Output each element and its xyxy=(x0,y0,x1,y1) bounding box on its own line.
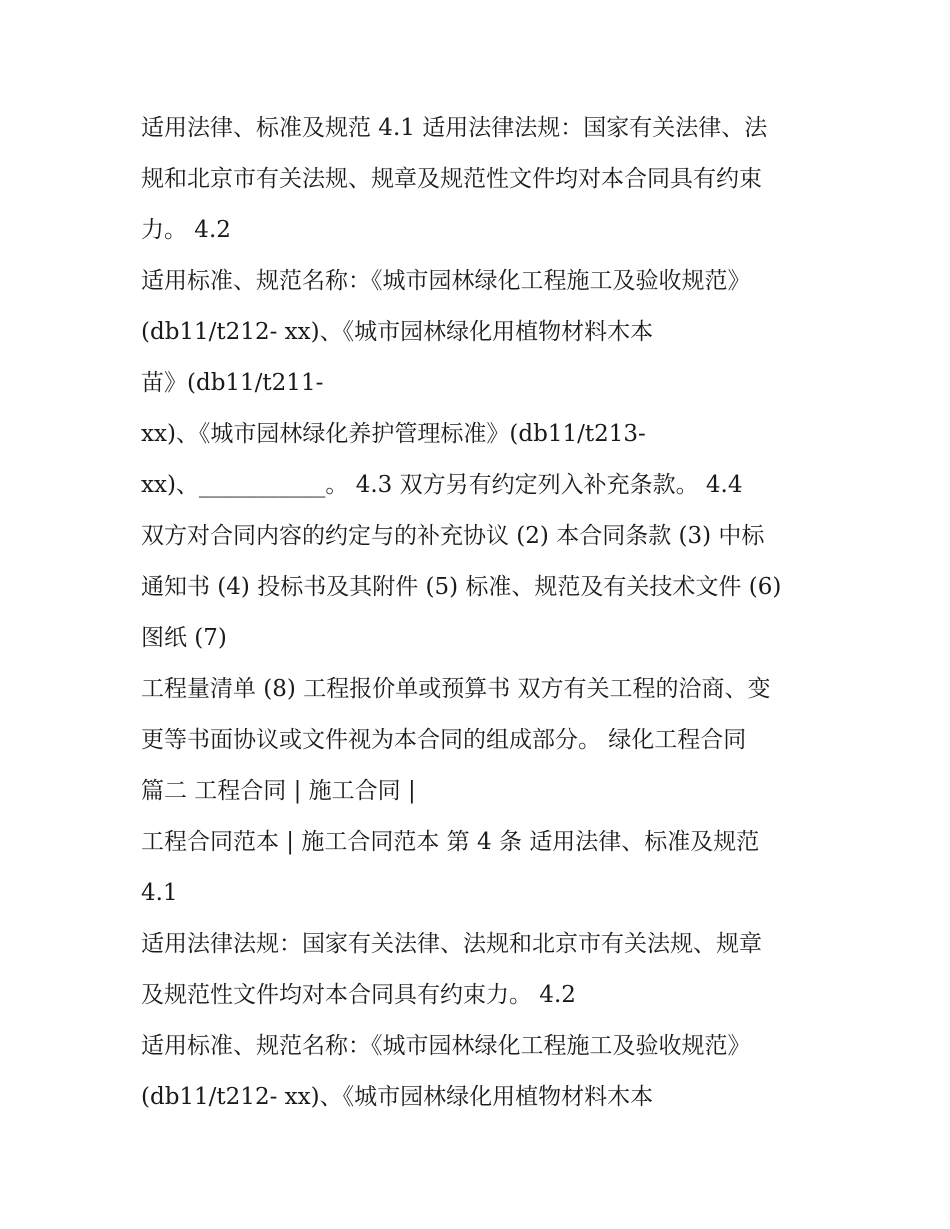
document-body xyxy=(141,103,831,1123)
text-line: (db11/t212- xx)、《城市园林绿化用植物材料木本 xyxy=(141,319,654,345)
text-line: 4.1 xyxy=(141,880,178,906)
text-line: 工程合同范本 | 施工合同范本 第 4 条 适用法律、标准及规范 xyxy=(141,829,760,855)
text-line: (db11/t212- xx)、《城市园林绿化用植物材料木本 xyxy=(141,1084,654,1110)
text-line: 篇二 工程合同 | 施工合同 | xyxy=(141,778,416,804)
text-line: 通知书 (4) 投标书及其附件 (5) 标准、规范及有关技术文件 (6) xyxy=(141,574,782,600)
text-line: 更等书面协议或文件视为本合同的组成部分。 绿化工程合同 xyxy=(141,727,747,753)
text-line: 适用标准、规范名称：《城市园林绿化工程施工及验收规范》 xyxy=(141,268,751,294)
text-line: 适用法律法规：国家有关法律、法规和北京市有关法规、规章 xyxy=(141,931,762,957)
text-line: 图纸 (7) xyxy=(141,625,227,651)
text-line: 规和北京市有关法规、规章及规范性文件均对本合同具有约束 xyxy=(141,166,762,192)
text-line: 苗》(db11/t211- xyxy=(141,370,324,396)
text-line: 双方对合同内容的约定与的补充协议 (2) 本合同条款 (3) 中标 xyxy=(141,523,765,549)
text-line: 工程量清单 (8) 工程报价单或预算书 双方有关工程的洽商、变 xyxy=(141,676,771,702)
text-line: 适用法律、标准及规范 4.1 适用法律法规：国家有关法律、法 xyxy=(141,115,768,141)
text-line: 力。 4.2 xyxy=(141,217,231,243)
text-line: xx)、《城市园林绿化养护管理标准》(db11/t213- xyxy=(141,421,646,447)
text-line: 适用标准、规范名称：《城市园林绿化工程施工及验收规范》 xyxy=(141,1033,751,1059)
text-line: xx)、___________。 4.3 双方另有约定列入补充条款。 4.4 xyxy=(141,472,743,498)
text-line: 及规范性文件均对本合同具有约束力。 4.2 xyxy=(141,982,576,1008)
